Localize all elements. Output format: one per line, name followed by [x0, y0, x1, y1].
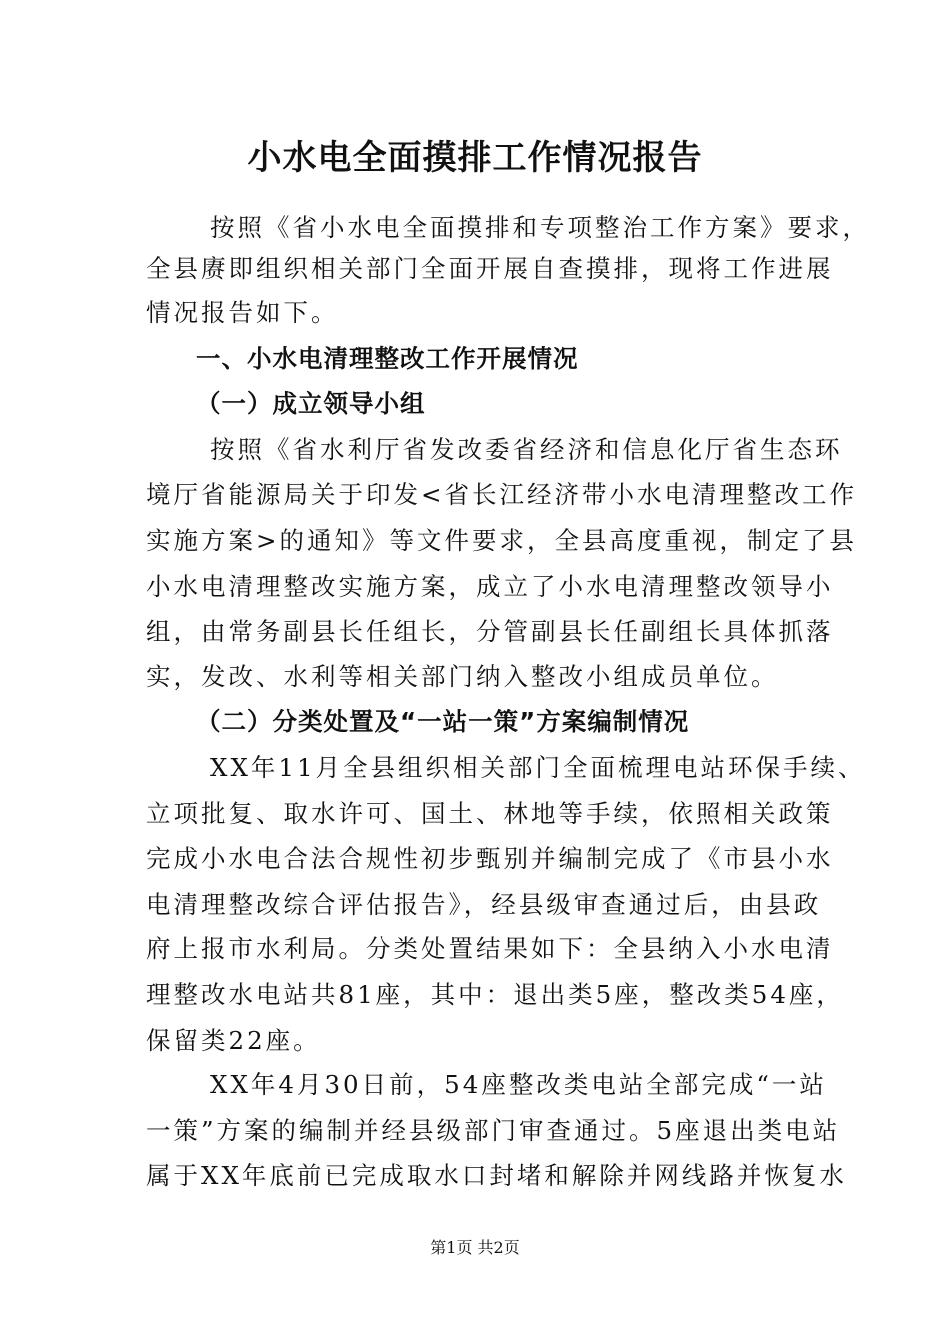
paragraph-line: 情况报告如下。 [146, 298, 339, 327]
subsection-heading: （二）分类处置及“一站一策”方案编制情况 [196, 707, 690, 736]
paragraph-line: 境厅省能源局关于印发<省长江经济带小水电清理整改工作 [146, 480, 858, 509]
paragraph-line: 电清理整改综合评估报告》，经县级审查通过后，由县政 [146, 890, 822, 919]
paragraph-line: 实施方案>的通知》等文件要求，全县高度重视，制定了县 [146, 526, 858, 555]
paragraph-line: 按照《省小水电全面摸排和专项整治工作方案》要求， [210, 213, 870, 242]
paragraph-line: XX年11月全县组织相关部门全面梳理电站环保手续、 [210, 753, 866, 782]
paragraph-line: 全县赓即组织相关部门全面开展自查摸排，现将工作进展 [146, 254, 834, 283]
paragraph-line: 一策”方案的编制并经县级部门审查通过。5座退出类电站 [146, 1116, 841, 1145]
page-footer: 第1页 共2页 [430, 1238, 520, 1257]
paragraph-line: 完成小水电合法合规性初步甄别并编制完成了《市县小水 [146, 844, 834, 873]
paragraph-line: XX年4月30日前，54座整改类电站全部完成“一站 [210, 1070, 827, 1099]
section-heading: 一、小水电清理整改工作开展情况 [196, 344, 579, 373]
paragraph-line: 保留类22座。 [146, 1026, 321, 1055]
subsection-heading: （一）成立领导小组 [196, 389, 426, 418]
paragraph-line: 理整改水电站共81座，其中：退出类5座，整改类54座， [146, 980, 844, 1009]
paragraph-line: 小水电清理整改实施方案，成立了小水电清理整改领导小 [146, 572, 834, 601]
paragraph-line: 府上报市水利局。分类处置结果如下：全县纳入小水电清 [146, 934, 834, 963]
paragraph-line: 属于XX年底前已完成取水口封堵和解除并网线路并恢复水 [146, 1161, 847, 1190]
document-title: 小水电全面摸排工作情况报告 [247, 138, 703, 178]
paragraph-line: 组，由常务副县长任组长，分管副县长任副组长具体抓落 [146, 617, 834, 646]
paragraph-line: 立项批复、取水许可、国土、林地等手续，依照相关政策 [146, 799, 834, 828]
paragraph-line: 按照《省水利厅省发改委省经济和信息化厅省生态环 [210, 435, 843, 464]
paragraph-line: 实，发改、水利等相关部门纳入整改小组成员单位。 [146, 662, 779, 691]
